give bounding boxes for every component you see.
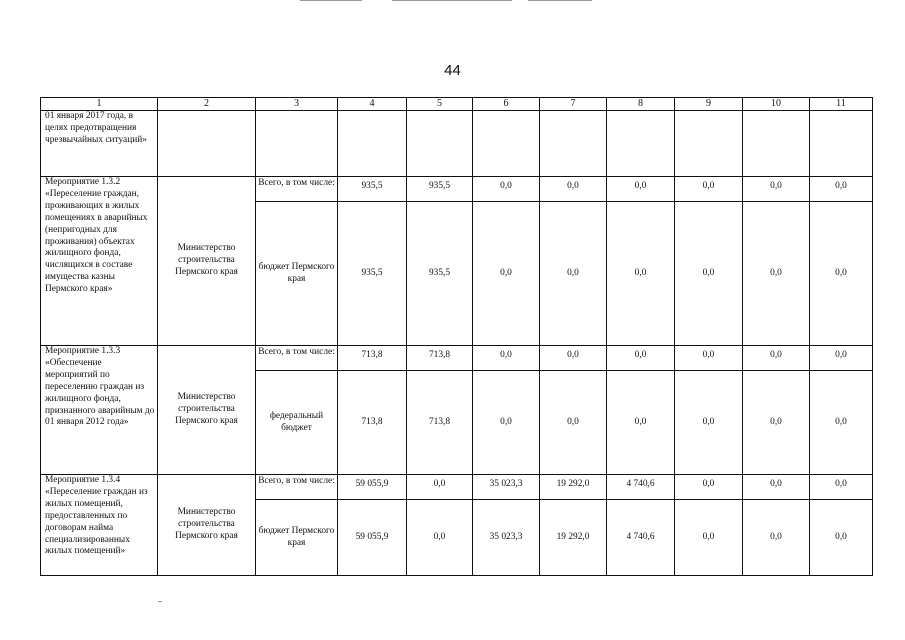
column-header: 11 [810,98,873,111]
measure-name-cell: Мероприятие 1.3.4 «Переселение граждан из жилых помещений, предоставленных по договорам найма специализированных жилых помещений» [41,475,158,576]
value-cell: 0,0 [407,500,473,576]
column-number-row [41,98,873,111]
table-row [41,111,873,177]
value-cell: 0,0 [675,346,743,371]
value-cell: 0,0 [540,202,607,346]
funding-total-label: Всего, в том числе: [256,475,338,500]
value-cell: 0,0 [675,177,743,202]
value-cell: 0,0 [675,202,743,346]
value-cell: 0,0 [607,177,675,202]
column-header: 10 [743,98,810,111]
value-cell: 0,0 [540,177,607,202]
value-cell: 713,8 [407,371,473,475]
value-cell: 59 055,9 [338,475,407,500]
value-cell: 4 740,6 [607,475,675,500]
empty-cell [675,111,743,177]
scan-edge-line [392,0,512,1]
value-cell: 0,0 [743,177,810,202]
value-cell: 19 292,0 [540,475,607,500]
value-cell: 0,0 [810,202,873,346]
funding-source-cell: федеральный бюджет [256,371,338,475]
empty-cell [158,111,256,177]
program-table [40,97,873,576]
table-row [41,177,873,202]
column-header: 9 [675,98,743,111]
column-header: 5 [407,98,473,111]
empty-cell [473,111,540,177]
value-cell: 0,0 [743,371,810,475]
funding-total-label: Всего, в том числе: [256,177,338,202]
value-cell: 0,0 [810,346,873,371]
value-cell: 935,5 [338,177,407,202]
value-cell: 0,0 [810,475,873,500]
page-number: 44 [444,62,461,79]
empty-cell [256,111,338,177]
column-header: 7 [540,98,607,111]
value-cell: 0,0 [473,177,540,202]
column-header: 4 [338,98,407,111]
empty-cell [338,111,407,177]
value-cell: 59 055,9 [338,500,407,576]
value-cell: 935,5 [338,202,407,346]
value-cell: 0,0 [810,371,873,475]
empty-cell [810,111,873,177]
value-cell: 713,8 [338,346,407,371]
value-cell: 35 023,3 [473,475,540,500]
funding-source-cell: бюджет Пермского края [256,202,338,346]
scan-speck [158,601,162,602]
empty-cell [607,111,675,177]
value-cell: 0,0 [473,202,540,346]
scan-edge-line [528,0,592,1]
table-row [41,346,873,371]
value-cell: 0,0 [607,346,675,371]
value-cell: 19 292,0 [540,500,607,576]
value-cell: 0,0 [743,202,810,346]
measure-name-cell: Мероприятие 1.3.2 «Переселение граждан, проживающих в жилых помещениях в аварийных (непригодных для проживания) объектах жилищного фонда, числящихся в составе имущества казны Пермского края» [41,177,158,346]
column-header: 1 [41,98,158,111]
value-cell: 0,0 [675,475,743,500]
value-cell: 0,0 [473,346,540,371]
value-cell: 935,5 [407,177,473,202]
column-header: 2 [158,98,256,111]
value-cell: 0,0 [407,475,473,500]
executor-cell: Министерство строительства Пермского края [158,177,256,346]
empty-cell [407,111,473,177]
value-cell: 0,0 [810,177,873,202]
value-cell: 0,0 [675,371,743,475]
column-header: 3 [256,98,338,111]
value-cell: 0,0 [810,500,873,576]
value-cell: 0,0 [743,346,810,371]
value-cell: 0,0 [540,346,607,371]
executor-cell: Министерство строительства Пермского края [158,346,256,475]
measure-name-cell: Мероприятие 1.3.3 «Обеспечение мероприятий по переселению граждан из жилищного фонда, признанного аварийным до 01 января 2012 года» [41,346,158,475]
measure-name-cell: 01 января 2017 года, в целях предотвращения чрезвычайных ситуаций» [41,111,158,177]
value-cell: 0,0 [540,371,607,475]
column-header: 6 [473,98,540,111]
funding-source-cell: бюджет Пермского края [256,500,338,576]
value-cell: 0,0 [675,500,743,576]
funding-total-label: Всего, в том числе: [256,346,338,371]
column-header: 8 [607,98,675,111]
value-cell: 935,5 [407,202,473,346]
value-cell: 0,0 [743,500,810,576]
value-cell: 35 023,3 [473,500,540,576]
table-row [41,475,873,500]
value-cell: 4 740,6 [607,500,675,576]
empty-cell [540,111,607,177]
value-cell: 0,0 [607,371,675,475]
value-cell: 713,8 [338,371,407,475]
empty-cell [743,111,810,177]
value-cell: 713,8 [407,346,473,371]
scan-edge-line [300,0,362,1]
value-cell: 0,0 [743,475,810,500]
executor-cell: Министерство строительства Пермского края [158,475,256,576]
value-cell: 0,0 [607,202,675,346]
value-cell: 0,0 [473,371,540,475]
